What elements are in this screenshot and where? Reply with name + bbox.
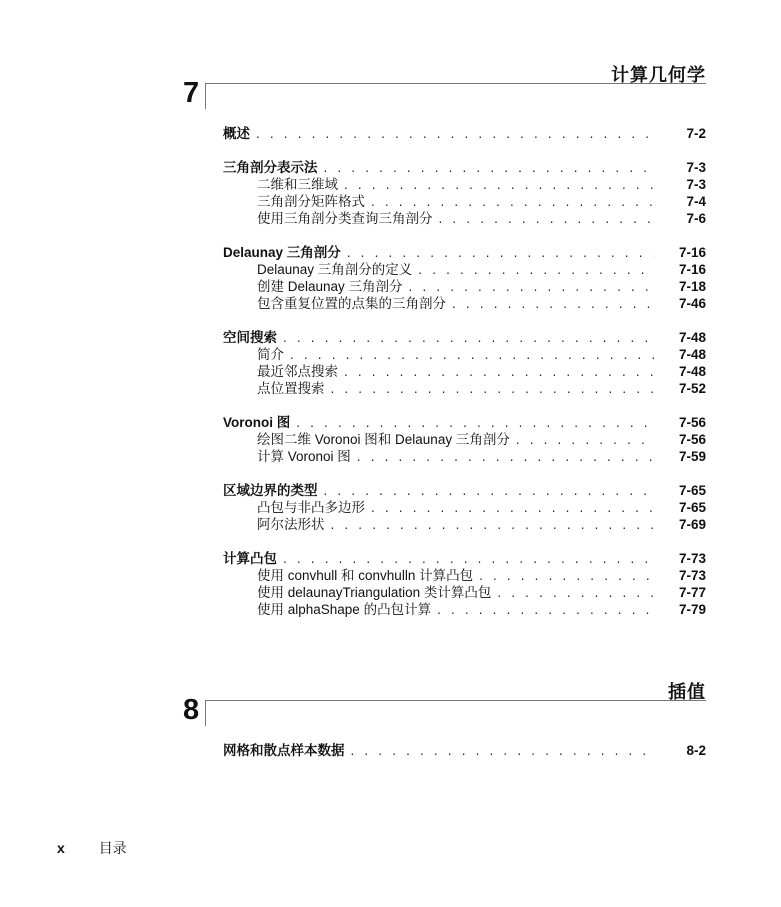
- dot-leader: [409, 278, 654, 295]
- toc-subentry-link[interactable]: [0, 176, 781, 193]
- toc-subentry-link[interactable]: [0, 584, 781, 601]
- toc-entry-label: 区域边界的类型: [223, 483, 318, 498]
- dot-leader: [452, 295, 654, 312]
- page-number: 7-48: [678, 347, 706, 362]
- dot-leader: [418, 261, 654, 278]
- toc-entry-link[interactable]: [0, 742, 781, 759]
- dot-leader: [296, 414, 654, 431]
- page-marker: x: [57, 840, 65, 856]
- dot-leader: [324, 482, 655, 499]
- page-number: 7-65: [678, 483, 706, 498]
- chapter-rule: [205, 700, 706, 701]
- dot-leader: [283, 550, 654, 567]
- toc-section: [0, 550, 781, 618]
- toc-entry-link[interactable]: [0, 482, 781, 499]
- toc-entry-link[interactable]: [0, 414, 781, 431]
- page-number: 7-46: [678, 296, 706, 311]
- toc-subentry-link[interactable]: [0, 210, 781, 227]
- dot-leader: [331, 516, 655, 533]
- toc-entry-label: 创建 Delaunay 三角剖分: [257, 279, 403, 294]
- toc-entry-label: 使用三角剖分类查询三角剖分: [257, 211, 433, 226]
- dot-leader: [479, 567, 654, 584]
- dot-leader: [439, 210, 655, 227]
- page-number: 7-6: [686, 211, 706, 226]
- dot-leader: [290, 346, 654, 363]
- toc-entry-label: 使用 alphaShape 的凸包计算: [257, 602, 432, 617]
- toc-section: [0, 125, 781, 142]
- page-number: 7-52: [678, 381, 706, 396]
- toc-subentry-link[interactable]: [0, 380, 781, 397]
- toc-section: [0, 742, 781, 759]
- dot-leader: [371, 499, 654, 516]
- page-footer: [57, 838, 127, 858]
- page-number: 7-56: [678, 432, 706, 447]
- page-number: 7-48: [678, 330, 706, 345]
- page-number: 7-59: [678, 449, 706, 464]
- page-number: 7-18: [678, 279, 706, 294]
- chapter-title: 插值: [668, 682, 706, 702]
- page-number: 7-79: [678, 602, 706, 617]
- page-number: 7-16: [678, 245, 706, 260]
- toc-subentry-link[interactable]: [0, 499, 781, 516]
- toc-section: [0, 414, 781, 465]
- page-number: 7-4: [686, 194, 706, 209]
- toc-subentry-link[interactable]: [0, 448, 781, 465]
- page-number: 8-2: [686, 743, 706, 758]
- toc-subentry-link[interactable]: [0, 261, 781, 278]
- toc-entry-label: 最近邻点搜索: [257, 364, 338, 379]
- toc-entry-label: Delaunay 三角剖分: [223, 245, 341, 260]
- chapter-number: 7: [183, 77, 200, 109]
- toc-entry-label: 计算 Voronoi 图: [257, 449, 351, 464]
- toc-entry-label: 三角剖分矩阵格式: [257, 194, 365, 209]
- toc-entry-link[interactable]: [0, 125, 781, 142]
- toc-entry-label: 使用 convhull 和 convhulln 计算凸包: [257, 568, 474, 583]
- toc-section: [0, 244, 781, 312]
- toc-entry-label: 网格和散点样本数据: [223, 743, 345, 758]
- dot-leader: [437, 601, 654, 618]
- toc-subentry-link[interactable]: [0, 516, 781, 533]
- page-number: 7-16: [678, 262, 706, 277]
- toc-entry-label: 凸包与非凸多边形: [257, 500, 365, 515]
- chapter-8-toc: [0, 742, 781, 776]
- chapter-vertical-rule: [205, 700, 206, 726]
- dot-leader: [371, 193, 654, 210]
- dot-leader: [283, 329, 654, 346]
- page-number: 7-56: [678, 415, 706, 430]
- toc-section: [0, 159, 781, 227]
- toc-entry-label: 二维和三维域: [257, 177, 338, 192]
- page-number: 7-69: [678, 517, 706, 532]
- toc-subentry-link[interactable]: [0, 295, 781, 312]
- page-number: 7-48: [678, 364, 706, 379]
- toc-entry-link[interactable]: [0, 244, 781, 261]
- page-number: 7-3: [686, 177, 706, 192]
- page-number: 7-3: [686, 160, 706, 175]
- toc-entry-link[interactable]: [0, 329, 781, 346]
- footer-label: 目录: [98, 840, 127, 856]
- dot-leader: [497, 584, 654, 601]
- toc-entry-label: Delaunay 三角剖分的定义: [257, 262, 413, 277]
- toc-entry-label: 包含重复位置的点集的三角剖分: [257, 296, 446, 311]
- toc-entry-label: 点位置搜索: [257, 381, 325, 396]
- page-number: 7-73: [678, 568, 706, 583]
- page-number: 7-73: [678, 551, 706, 566]
- toc-entry-label: Voronoi 图: [223, 415, 291, 430]
- dot-leader: [256, 125, 654, 142]
- page-number: 7-77: [678, 585, 706, 600]
- dot-leader: [357, 448, 654, 465]
- dot-leader: [331, 380, 655, 397]
- page-number: 7-65: [678, 500, 706, 515]
- chapter-7-toc: [0, 125, 781, 635]
- toc-entry-label: 使用 delaunayTriangulation 类计算凸包: [257, 585, 492, 600]
- page-number: 7-2: [686, 126, 706, 141]
- dot-leader: [351, 742, 655, 759]
- toc-entry-link[interactable]: [0, 159, 781, 176]
- toc-subentry-link[interactable]: [0, 193, 781, 210]
- toc-entry-label: 绘图二维 Voronoi 图和 Delaunay 三角剖分: [257, 432, 510, 447]
- toc-subentry-link[interactable]: [0, 346, 781, 363]
- chapter-title: 计算几何学: [611, 65, 706, 85]
- chapter-number: 8: [183, 694, 200, 726]
- toc-subentry-link[interactable]: [0, 601, 781, 618]
- toc-subentry-link[interactable]: [0, 431, 781, 448]
- dot-leader: [347, 244, 654, 261]
- dot-leader: [344, 176, 654, 193]
- toc-entry-label: 概述: [223, 126, 250, 141]
- dot-leader: [324, 159, 655, 176]
- toc-entry-label: 计算凸包: [223, 551, 277, 566]
- toc-section: [0, 329, 781, 397]
- toc-entry-label: 简介: [257, 347, 284, 362]
- dot-leader: [344, 363, 654, 380]
- toc-subentry-link[interactable]: [0, 567, 781, 584]
- toc-entry-label: 空间搜索: [223, 330, 277, 345]
- toc-entry-label: 三角剖分表示法: [223, 160, 318, 175]
- dot-leader: [516, 431, 654, 448]
- toc-entry-link[interactable]: [0, 550, 781, 567]
- chapter-vertical-rule: [205, 83, 206, 109]
- toc-subentry-link[interactable]: [0, 363, 781, 380]
- chapter-rule: [205, 83, 706, 84]
- toc-subentry-link[interactable]: [0, 278, 781, 295]
- toc-section: [0, 482, 781, 533]
- toc-entry-label: 阿尔法形状: [257, 517, 325, 532]
